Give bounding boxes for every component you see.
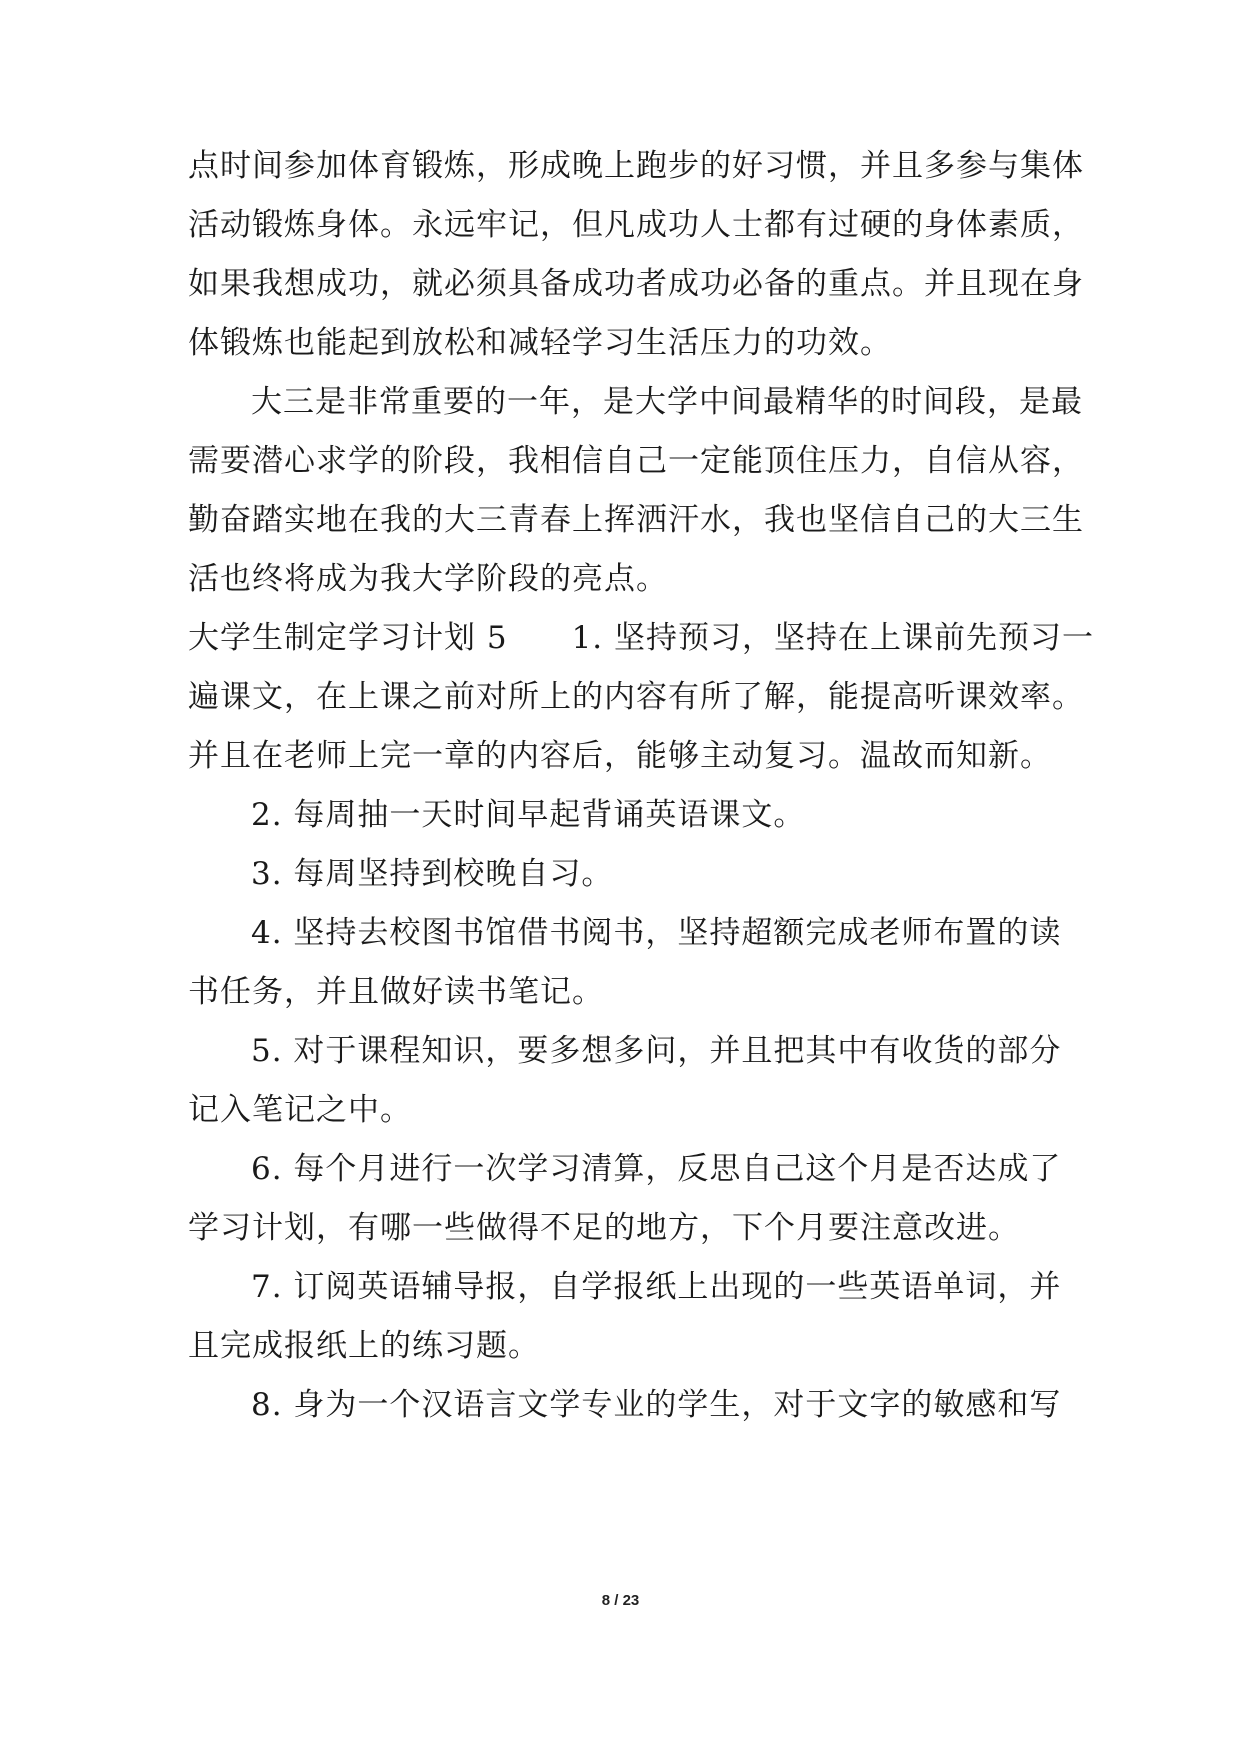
page-number: 8 / 23 (601, 1592, 640, 1609)
list-item: 7. 订阅英语辅导报，自学报纸上出现的一些英语单词，并 (251, 1269, 1062, 1305)
text-line: 点时间参加体育锻炼，形成晚上跑步的好习惯，并且多参与集体 (188, 148, 1084, 184)
text-line: 体锻炼也能起到放松和减轻学习生活压力的功效。 (188, 325, 892, 361)
text-line: 勤奋踏实地在我的大三青春上挥洒汗水，我也坚信自己的大三生 (188, 502, 1084, 538)
text-line: 如果我想成功，就必须具备成功者成功必备的重点。并且现在身 (188, 266, 1084, 302)
text-line: 书任务，并且做好读书笔记。 (188, 974, 604, 1010)
text-line: 记入笔记之中。 (188, 1092, 412, 1128)
text-line: 活动锻炼身体。永远牢记，但凡成功人士都有过硬的身体素质， (188, 207, 1084, 243)
list-item: 4. 坚持去校图书馆借书阅书，坚持超额完成老师布置的读 (251, 915, 1062, 951)
list-item: 2. 每周抽一天时间早起背诵英语课文。 (251, 797, 806, 833)
list-item: 5. 对于课程知识，要多想多问，并且把其中有收货的部分 (251, 1033, 1062, 1069)
text-line: 活也终将成为我大学阶段的亮点。 (188, 561, 668, 597)
section-heading-line: 大学生制定学习计划 5 1. 坚持预习，坚持在上课前先预习一 (188, 620, 1095, 656)
text-line: 遍课文，在上课之前对所上的内容有所了解，能提高听课效率。 (188, 679, 1084, 715)
list-item: 6. 每个月进行一次学习清算，反思自己这个月是否达成了 (251, 1151, 1062, 1187)
list-item: 3. 每周坚持到校晚自习。 (251, 856, 614, 892)
text-line: 大三是非常重要的一年，是大学中间最精华的时间段，是最 (251, 384, 1083, 420)
text-line: 需要潜心求学的阶段，我相信自己一定能顶住压力，自信从容， (188, 443, 1084, 479)
text-line: 并且在老师上完一章的内容后，能够主动复习。温故而知新。 (188, 738, 1052, 774)
text-line: 学习计划，有哪一些做得不足的地方，下个月要注意改进。 (188, 1210, 1020, 1246)
text-line: 且完成报纸上的练习题。 (188, 1328, 540, 1364)
list-item: 8. 身为一个汉语言文学专业的学生，对于文字的敏感和写 (251, 1387, 1062, 1423)
